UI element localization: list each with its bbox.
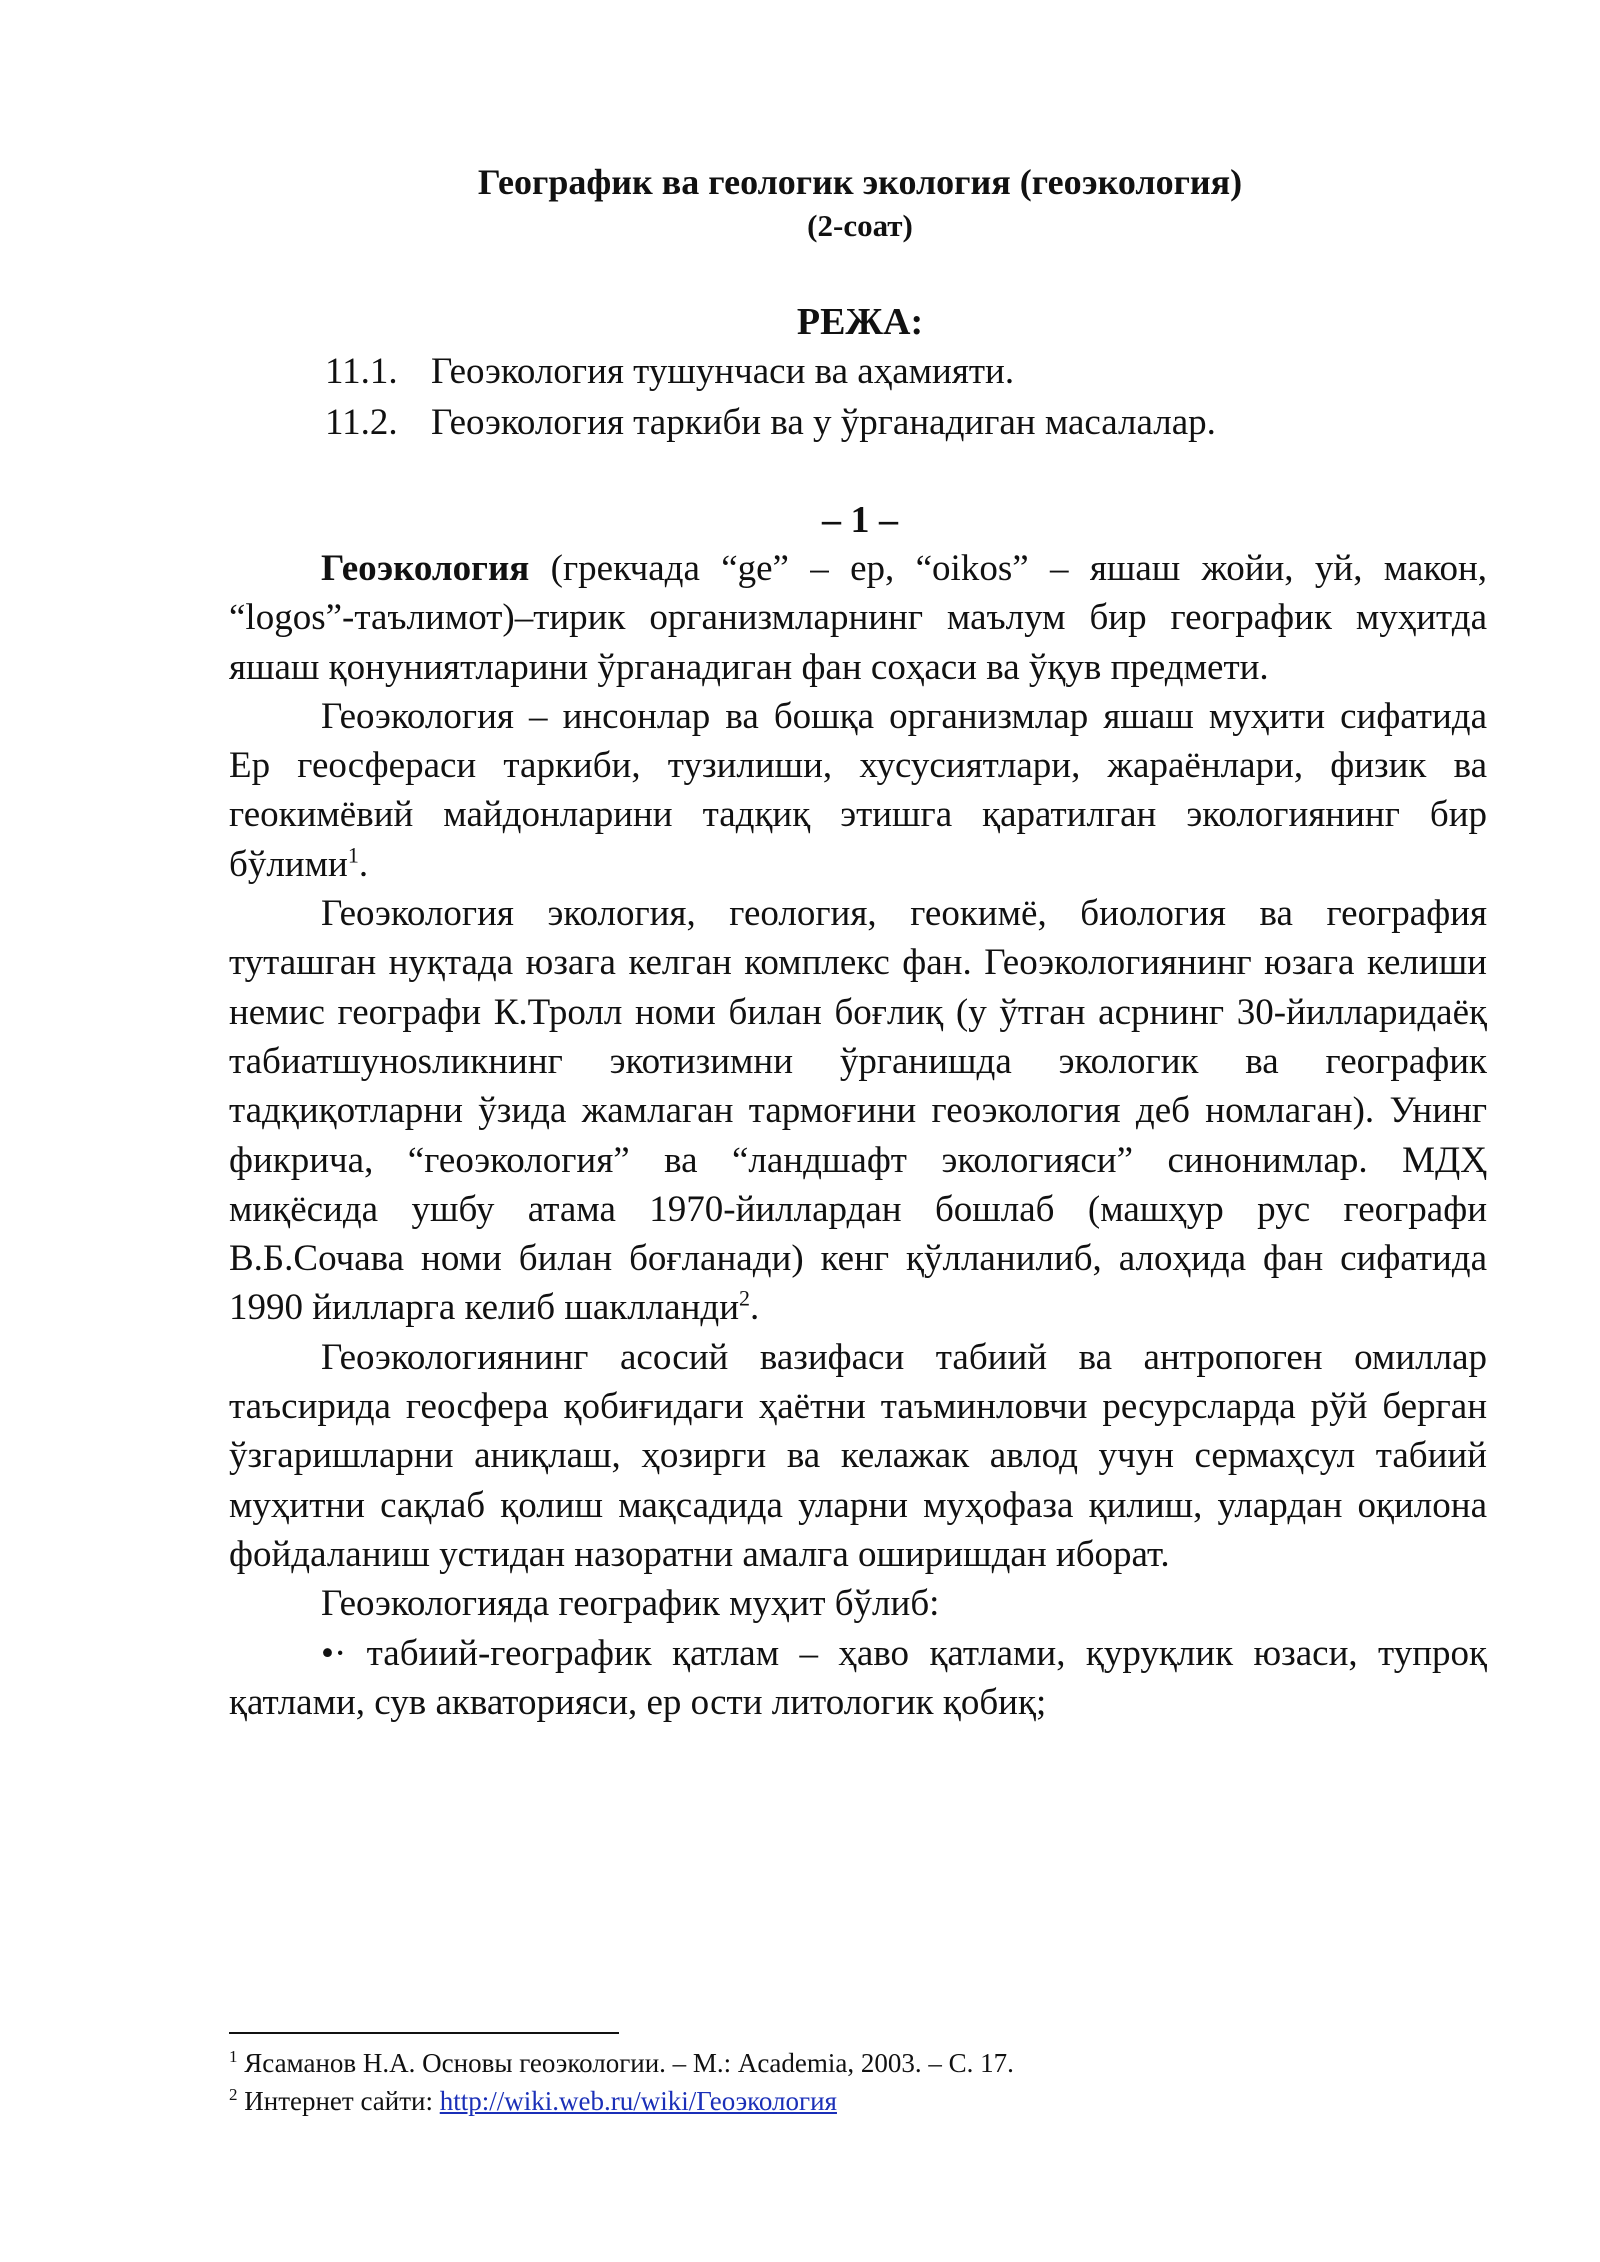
paragraph <box>229 1333 1487 1579</box>
plan-list <box>325 346 1216 448</box>
plan-item <box>325 346 1216 397</box>
footnote <box>229 2082 1487 2120</box>
paragraph <box>229 1579 1487 1628</box>
paragraph-tail: . <box>750 1287 760 1329</box>
paragraph <box>229 544 1487 692</box>
footnotes <box>229 2044 1487 2120</box>
paragraph-tail: . <box>358 843 369 885</box>
footnote-ref[interactable]: 2 <box>739 1286 751 1312</box>
paragraph-text: Геоэкология экология, геология, геокимё, биология ва география туташган нуқтада юзага келган комплекс фан. Геоэкологиянинг юзага келиши немис географи К.Тролл номи билан боғлиқ (у ўтган асрнинг 30-йилларидаёқ табиатшунosликнинг экотизимни ўрганишда экологик ва географик тадқиқотларни ўзида жамлаган тармоғини геоэкология деб номлаган). Унинг фикрича, “геоэкология” ва “ландшафт экологияси” синонимлар. МДҲ миқёсида ушбу атама 1970-йиллардан бошлаб (машҳур рус географи В.Б.Сочава номи билан боғланади) кенг қўлланилиб, алоҳида фан сифатида 1990 йилларга келиб шаклланди <box>229 893 1487 1329</box>
plan-heading: РЕЖА: <box>796 301 924 343</box>
footnote-number: 2 <box>229 2085 238 2104</box>
plan-item-text: Геоэкология тушунчаси ва аҳамияти. <box>431 351 1015 392</box>
footnote-text: Интернет сайти: <box>237 2086 440 2116</box>
plan-item-text: Геоэкология таркиби ва у ўрганадиган масалалар. <box>431 402 1216 443</box>
paragraph-text: (грекчада “ge” – ер, “oikos” – яшаш жойи, уй, макон, “logos”-таълимот)–тирик организмларнинг маълум бир географик муҳитда яшаш қонуниятларини ўрганадиган фан соҳаси ва ўқув предмети. <box>229 548 1487 688</box>
section-number: – 1 – <box>822 499 898 541</box>
bullet-item <box>229 1629 1487 1728</box>
footnote-divider <box>229 2032 619 2034</box>
paragraph <box>229 889 1487 1333</box>
paragraph-text: табиий-географик қатлам – ҳаво қатлами, қуруқлик юзаси, тупроқ қатлами, сув акваторияси, ер ости литологик қобиқ; <box>229 1632 1487 1723</box>
paragraph-text: Геоэкология – инсонлар ва бошқа организмлар яшаш муҳити сифатида Ер геосфераси таркиби, тузилиши, хусусиятлари, жараёнлари, физик ва геокимёвий майдонларини тадқиқ этишга қаратилган экологиянинг бир бўлими <box>229 695 1487 885</box>
plan-item-number: 11.2. <box>325 402 398 443</box>
footnote-ref[interactable]: 1 <box>347 842 359 868</box>
body-text <box>229 544 1487 1727</box>
bullet-icon: •· <box>321 1632 347 1674</box>
footnote-number: 1 <box>229 2047 238 2066</box>
paragraph-text: Геоэкологияда географик муҳит бўлиб: <box>321 1583 940 1625</box>
footnote-link[interactable]: http://wiki.web.ru/wiki/Геоэкология <box>439 2086 837 2116</box>
document-title: Географик ва геологик экология (геоэкология) <box>477 162 1243 202</box>
plan-item-number: 11.1. <box>325 351 398 392</box>
plan-item <box>325 397 1216 448</box>
footnote <box>229 2044 1487 2082</box>
footnote-text: Ясаманов Н.А. Основы геоэкологии. – М.: Academia, 2003. – С. 17. <box>237 2048 1014 2078</box>
term-bold: Геоэкология <box>321 548 530 589</box>
document-subtitle: (2-соат) <box>807 208 913 243</box>
paragraph-text: Геоэкологиянинг асосий вазифаси табиий ва антропоген омиллар таъсирида геосфера қобиғидаги ҳаётни таъминловчи ресурсларда рўй берган ўзгаришларни аниқлаш, ҳозирги ва келажак авлод учун сермаҳсул табиий муҳитни сақлаб қолиш мақсадида уларни муҳофаза қилиш, улардан оқилона фойдаланиш устидан назоратни амалга оширишдан иборат. <box>229 1336 1487 1575</box>
paragraph <box>229 692 1487 889</box>
